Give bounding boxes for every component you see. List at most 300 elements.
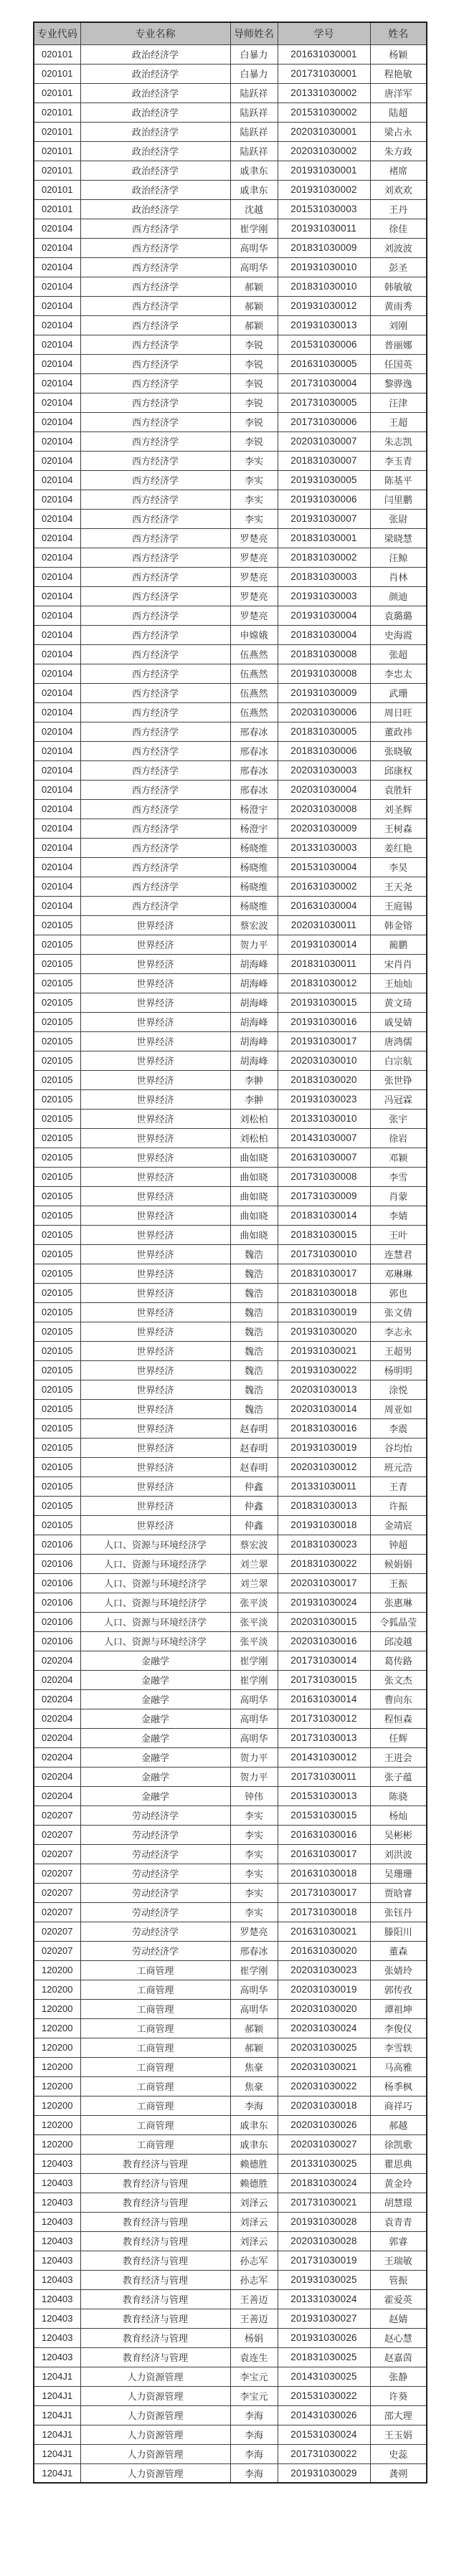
table-row	[34, 2231, 427, 2251]
cell-major-code: 120200	[34, 2018, 80, 2038]
cell-advisor-name: 戚聿东	[230, 2134, 278, 2154]
cell-major-name: 劳动经济学	[80, 1864, 230, 1883]
table-row	[34, 1031, 427, 1051]
cell-student-name: 杨颖	[370, 44, 427, 64]
cell-major-name: 工商管理	[80, 2134, 230, 2154]
cell-major-name: 世界经济	[80, 1244, 230, 1264]
cell-student-id: 201831030004	[278, 625, 370, 644]
cell-major-name: 工商管理	[80, 2057, 230, 2076]
cell-student-id: 201831030009	[278, 238, 370, 257]
cell-major-code: 020104	[34, 470, 80, 490]
cell-student-id: 202031030020	[278, 1999, 370, 2018]
cell-student-id: 202031030023	[278, 1960, 370, 1980]
cell-major-name: 工商管理	[80, 1999, 230, 2018]
table-row	[34, 606, 427, 625]
table-row	[34, 741, 427, 760]
cell-student-id: 201731030006	[278, 412, 370, 431]
cell-major-code: 020207	[34, 1864, 80, 1883]
cell-major-name: 劳动经济学	[80, 1883, 230, 1902]
cell-student-name: 任辉	[370, 1728, 427, 1747]
cell-advisor-name: 袁连生	[230, 2347, 278, 2367]
cell-advisor-name: 李实	[230, 1844, 278, 1864]
cell-advisor-name: 李实	[230, 1902, 278, 1922]
cell-advisor-name: 申嫦娥	[230, 625, 278, 644]
cell-student-id: 202031030015	[278, 1612, 370, 1631]
cell-student-name: 王庭锡	[370, 896, 427, 915]
cell-major-code: 1204J1	[34, 2444, 80, 2463]
cell-advisor-name: 罗楚亮	[230, 548, 278, 567]
cell-major-code: 1204J1	[34, 2386, 80, 2405]
table-row	[34, 1573, 427, 1593]
cell-advisor-name: 陆跃祥	[230, 122, 278, 141]
cell-major-code: 020207	[34, 1941, 80, 1960]
cell-student-id: 202031030028	[278, 2231, 370, 2251]
cell-major-code: 020207	[34, 1844, 80, 1864]
cell-major-code: 020104	[34, 528, 80, 548]
cell-student-name: 任国英	[370, 354, 427, 373]
cell-major-code: 020104	[34, 451, 80, 470]
cell-advisor-name: 李翀	[230, 1089, 278, 1109]
table-row	[34, 780, 427, 799]
table-row	[34, 373, 427, 393]
table-row	[34, 2386, 427, 2405]
table-row	[34, 412, 427, 431]
cell-major-code: 020204	[34, 1747, 80, 1767]
cell-student-name: 李志永	[370, 1322, 427, 1341]
cell-student-name: 龚朔	[370, 2463, 427, 2483]
cell-student-id: 201731030001	[278, 64, 370, 83]
cell-student-name: 梁占永	[370, 122, 427, 141]
cell-major-name: 工商管理	[80, 1960, 230, 1980]
cell-major-code: 020106	[34, 1573, 80, 1593]
cell-advisor-name: 赵春明	[230, 1457, 278, 1477]
cell-advisor-name: 罗楚亮	[230, 1922, 278, 1941]
cell-student-name: 王树森	[370, 819, 427, 838]
cell-student-name: 张世铮	[370, 1070, 427, 1089]
cell-major-name: 教育经济与管理	[80, 2347, 230, 2367]
table-row	[34, 393, 427, 412]
cell-student-id: 201931030003	[278, 586, 370, 606]
cell-advisor-name: 杨晓维	[230, 838, 278, 857]
cell-major-code: 020105	[34, 1457, 80, 1477]
cell-major-code: 1204J1	[34, 2463, 80, 2483]
cell-student-name: 史蕊	[370, 2444, 427, 2463]
table-row	[34, 2134, 427, 2154]
table-row	[34, 1844, 427, 1864]
cell-student-name: 杨季枫	[370, 2076, 427, 2096]
cell-major-code: 020104	[34, 625, 80, 644]
cell-major-name: 工商管理	[80, 2115, 230, 2134]
cell-student-id: 201831030023	[278, 1535, 370, 1554]
cell-major-code: 020104	[34, 315, 80, 335]
cell-student-name: 霍爱英	[370, 2289, 427, 2309]
table-row	[34, 1515, 427, 1535]
cell-major-code: 020105	[34, 1206, 80, 1225]
cell-student-name: 王天尧	[370, 877, 427, 896]
cell-advisor-name: 魏浩	[230, 1264, 278, 1283]
cell-advisor-name: 曲如晓	[230, 1186, 278, 1206]
cell-major-name: 世界经济	[80, 915, 230, 935]
table-row	[34, 954, 427, 973]
cell-major-code: 020104	[34, 548, 80, 567]
cell-student-name: 李雪轶	[370, 2038, 427, 2057]
cell-student-id: 202031030010	[278, 1051, 370, 1070]
cell-major-code: 120403	[34, 2328, 80, 2347]
cell-major-code: 020204	[34, 1689, 80, 1709]
table-row	[34, 838, 427, 857]
table-row	[34, 973, 427, 993]
cell-major-code: 020104	[34, 335, 80, 354]
cell-major-code: 020105	[34, 1496, 80, 1515]
cell-student-name: 刘圣辉	[370, 799, 427, 819]
cell-advisor-name: 罗楚亮	[230, 606, 278, 625]
table-row	[34, 335, 427, 354]
cell-advisor-name: 张平淡	[230, 1631, 278, 1651]
cell-major-code: 120403	[34, 2309, 80, 2328]
header-cell: 专业名称	[80, 22, 230, 44]
cell-major-name: 西方经济学	[80, 296, 230, 315]
cell-student-name: 颜迪	[370, 586, 427, 606]
cell-major-name: 西方经济学	[80, 819, 230, 838]
cell-advisor-name: 刘泽云	[230, 2231, 278, 2251]
cell-student-id: 201331030024	[278, 2289, 370, 2309]
table-row	[34, 161, 427, 180]
cell-student-id: 201931030020	[278, 1322, 370, 1341]
cell-student-name: 谭祖坤	[370, 1999, 427, 2018]
cell-major-code: 020207	[34, 1883, 80, 1902]
cell-advisor-name: 高明华	[230, 1980, 278, 1999]
cell-major-code: 020104	[34, 509, 80, 528]
cell-major-code: 020105	[34, 954, 80, 973]
cell-student-name: 赵心慧	[370, 2328, 427, 2347]
cell-student-id: 201631030001	[278, 44, 370, 64]
table-row	[34, 257, 427, 277]
cell-major-code: 020105	[34, 1477, 80, 1496]
cell-major-name: 西方经济学	[80, 528, 230, 548]
table-row	[34, 470, 427, 490]
cell-major-name: 西方经济学	[80, 509, 230, 528]
cell-student-id: 201631030004	[278, 896, 370, 915]
cell-major-code: 020104	[34, 896, 80, 915]
cell-major-code: 020106	[34, 1535, 80, 1554]
cell-student-id: 201831030025	[278, 2347, 370, 2367]
cell-major-code: 020104	[34, 760, 80, 780]
cell-student-id: 201931030007	[278, 509, 370, 528]
cell-major-name: 世界经济	[80, 1206, 230, 1225]
cell-major-code: 020104	[34, 741, 80, 760]
cell-student-id: 201431030012	[278, 1747, 370, 1767]
cell-student-name: 张宇	[370, 1109, 427, 1128]
cell-student-name: 汪津	[370, 393, 427, 412]
cell-student-id: 202031030021	[278, 2057, 370, 2076]
cell-major-code: 020104	[34, 490, 80, 509]
cell-student-name: 王超男	[370, 1341, 427, 1360]
table-row	[34, 799, 427, 819]
cell-major-code: 020104	[34, 722, 80, 741]
cell-major-name: 世界经济	[80, 935, 230, 954]
cell-student-id: 201731030019	[278, 2251, 370, 2270]
cell-major-name: 金融学	[80, 1728, 230, 1747]
cell-major-code: 020104	[34, 644, 80, 664]
cell-student-id: 201831030006	[278, 741, 370, 760]
table-row	[34, 2309, 427, 2328]
table-row	[34, 2154, 427, 2173]
cell-major-name: 世界经济	[80, 1360, 230, 1380]
cell-student-id: 201731030013	[278, 1728, 370, 1747]
cell-major-name: 人力资源管理	[80, 2367, 230, 2386]
table-row	[34, 2212, 427, 2231]
cell-advisor-name: 魏浩	[230, 1244, 278, 1264]
cell-student-name: 瞿思典	[370, 2154, 427, 2173]
cell-student-id: 201631030002	[278, 877, 370, 896]
cell-student-id: 201631030016	[278, 1825, 370, 1844]
cell-advisor-name: 王善迈	[230, 2289, 278, 2309]
cell-student-id: 201831030001	[278, 528, 370, 548]
cell-student-id: 201931030009	[278, 683, 370, 702]
cell-student-name: 袁青青	[370, 2212, 427, 2231]
cell-major-code: 020207	[34, 1902, 80, 1922]
cell-major-code: 020104	[34, 838, 80, 857]
cell-student-id: 201731030018	[278, 1902, 370, 1922]
cell-student-id: 201431030007	[278, 1128, 370, 1148]
cell-advisor-name: 刘松柏	[230, 1109, 278, 1128]
cell-student-id: 201831030002	[278, 548, 370, 567]
cell-major-name: 西方经济学	[80, 354, 230, 373]
cell-major-code: 120200	[34, 2076, 80, 2096]
cell-student-id: 202031030025	[278, 2038, 370, 2057]
cell-advisor-name: 曲如晓	[230, 1206, 278, 1225]
cell-major-name: 世界经济	[80, 954, 230, 973]
cell-major-name: 世界经济	[80, 1031, 230, 1051]
cell-major-name: 政治经济学	[80, 64, 230, 83]
cell-major-name: 教育经济与管理	[80, 2309, 230, 2328]
table-row	[34, 896, 427, 915]
table-row	[34, 567, 427, 586]
cell-major-code: 020104	[34, 819, 80, 838]
cell-student-id: 201831030012	[278, 973, 370, 993]
cell-major-code: 120200	[34, 1980, 80, 1999]
cell-major-code: 020105	[34, 1264, 80, 1283]
cell-advisor-name: 崔学刚	[230, 219, 278, 238]
cell-student-id: 201831030020	[278, 1070, 370, 1089]
table-row	[34, 1535, 427, 1554]
table-row	[34, 141, 427, 161]
cell-advisor-name: 仲鑫	[230, 1496, 278, 1515]
cell-student-id: 201931030019	[278, 1438, 370, 1457]
cell-advisor-name: 高明华	[230, 1728, 278, 1747]
cell-major-name: 世界经济	[80, 1380, 230, 1399]
cell-student-id: 201631030007	[278, 1148, 370, 1167]
cell-major-name: 政治经济学	[80, 83, 230, 102]
table-row	[34, 1999, 427, 2018]
table-row	[34, 2251, 427, 2270]
cell-student-name: 周亚如	[370, 1399, 427, 1418]
cell-advisor-name: 仲鑫	[230, 1477, 278, 1496]
cell-student-id: 201631030021	[278, 1922, 370, 1941]
cell-student-name: 郝越	[370, 2115, 427, 2134]
cell-major-name: 金融学	[80, 1709, 230, 1728]
cell-major-code: 020105	[34, 1438, 80, 1457]
cell-major-code: 020204	[34, 1728, 80, 1747]
cell-major-code: 020101	[34, 180, 80, 199]
cell-student-name: 李玉青	[370, 451, 427, 470]
cell-major-code: 020207	[34, 1922, 80, 1941]
table-row	[34, 935, 427, 954]
table-row	[34, 2289, 427, 2309]
cell-major-name: 人口、资源与环境经济学	[80, 1612, 230, 1631]
cell-major-name: 世界经济	[80, 1477, 230, 1496]
table-row	[34, 1167, 427, 1186]
table-row	[34, 277, 427, 296]
cell-student-name: 滕阳川	[370, 1922, 427, 1941]
cell-major-code: 020106	[34, 1631, 80, 1651]
cell-major-code: 020105	[34, 1244, 80, 1264]
cell-major-name: 政治经济学	[80, 102, 230, 122]
cell-advisor-name: 仲鑫	[230, 1515, 278, 1535]
cell-student-name: 梁晓慧	[370, 528, 427, 548]
cell-major-name: 西方经济学	[80, 722, 230, 741]
cell-student-name: 郭传孜	[370, 1980, 427, 1999]
cell-student-name: 张晓敏	[370, 741, 427, 760]
table-row	[34, 1418, 427, 1438]
cell-student-name: 连慧君	[370, 1244, 427, 1264]
cell-student-name: 赵婧	[370, 2309, 427, 2328]
cell-major-code: 020207	[34, 1805, 80, 1825]
cell-student-name: 曹向东	[370, 1689, 427, 1709]
cell-advisor-name: 胡海峰	[230, 1051, 278, 1070]
cell-student-id: 201931030015	[278, 993, 370, 1012]
cell-advisor-name: 魏浩	[230, 1302, 278, 1322]
cell-student-name: 吴彬彬	[370, 1825, 427, 1844]
cell-student-name: 赵嘉茵	[370, 2347, 427, 2367]
cell-major-name: 政治经济学	[80, 141, 230, 161]
cell-advisor-name: 赖德胜	[230, 2173, 278, 2193]
table-row	[34, 1264, 427, 1283]
cell-major-name: 西方经济学	[80, 567, 230, 586]
cell-student-name: 李震	[370, 1418, 427, 1438]
cell-student-name: 王丹	[370, 199, 427, 219]
cell-advisor-name: 邢春冰	[230, 722, 278, 741]
cell-advisor-name: 魏浩	[230, 1341, 278, 1360]
cell-student-id: 201631030005	[278, 354, 370, 373]
cell-student-name: 管振	[370, 2270, 427, 2289]
cell-advisor-name: 戚聿东	[230, 161, 278, 180]
table-row	[34, 683, 427, 702]
cell-advisor-name: 郝颖	[230, 2018, 278, 2038]
cell-major-name: 世界经济	[80, 1148, 230, 1167]
cell-advisor-name: 魏浩	[230, 1360, 278, 1380]
cell-major-name: 劳动经济学	[80, 1825, 230, 1844]
cell-student-name: 谷均怡	[370, 1438, 427, 1457]
cell-student-id: 201931030028	[278, 2212, 370, 2231]
cell-student-id: 201731030005	[278, 393, 370, 412]
cell-student-name: 黄雨秀	[370, 296, 427, 315]
cell-student-name: 程恒森	[370, 1709, 427, 1728]
cell-advisor-name: 刘泽云	[230, 2193, 278, 2212]
cell-student-id: 202031030001	[278, 122, 370, 141]
cell-major-code: 020104	[34, 780, 80, 799]
table-row	[34, 1341, 427, 1360]
cell-advisor-name: 高明华	[230, 1709, 278, 1728]
cell-student-name: 徐凯歌	[370, 2134, 427, 2154]
cell-student-id: 201931030004	[278, 606, 370, 625]
cell-student-id: 201531030024	[278, 2425, 370, 2444]
cell-advisor-name: 罗楚亮	[230, 528, 278, 548]
cell-student-name: 唐洋军	[370, 83, 427, 102]
cell-major-code: 020106	[34, 1612, 80, 1631]
cell-advisor-name: 刘兰翠	[230, 1573, 278, 1593]
cell-major-code: 020106	[34, 1593, 80, 1612]
cell-student-id: 201531030004	[278, 857, 370, 877]
cell-major-code: 020105	[34, 1070, 80, 1089]
cell-student-id: 201431030026	[278, 2405, 370, 2425]
table-row	[34, 1360, 427, 1380]
cell-student-name: 刘洪波	[370, 1844, 427, 1864]
cell-student-id: 201331030003	[278, 838, 370, 857]
cell-student-id: 201831030024	[278, 2173, 370, 2193]
cell-student-name: 肖蒙	[370, 1186, 427, 1206]
cell-major-name: 西方经济学	[80, 780, 230, 799]
cell-major-code: 120200	[34, 1999, 80, 2018]
cell-advisor-name: 杨晓维	[230, 896, 278, 915]
cell-major-name: 西方经济学	[80, 838, 230, 857]
cell-student-name: 班元浩	[370, 1457, 427, 1477]
cell-major-code: 020101	[34, 64, 80, 83]
cell-student-name: 杨灿	[370, 1805, 427, 1825]
cell-major-name: 人力资源管理	[80, 2405, 230, 2425]
cell-major-name: 西方经济学	[80, 586, 230, 606]
cell-advisor-name: 王善迈	[230, 2309, 278, 2328]
cell-student-name: 马高雅	[370, 2057, 427, 2076]
cell-major-code: 020104	[34, 857, 80, 877]
cell-student-name: 涂悦	[370, 1380, 427, 1399]
table-row	[34, 431, 427, 451]
cell-student-id: 202031030026	[278, 2115, 370, 2134]
table-row	[34, 2018, 427, 2038]
cell-advisor-name: 张平淡	[230, 1593, 278, 1612]
table-row	[34, 199, 427, 219]
cell-major-code: 020101	[34, 161, 80, 180]
cell-student-id: 201831030016	[278, 1418, 370, 1438]
cell-student-id: 201931030006	[278, 490, 370, 509]
cell-major-code: 020105	[34, 1380, 80, 1399]
cell-major-code: 1204J1	[34, 2425, 80, 2444]
cell-advisor-name: 李实	[230, 470, 278, 490]
cell-major-code: 020105	[34, 1012, 80, 1031]
cell-advisor-name: 杨澄宇	[230, 819, 278, 838]
cell-advisor-name: 魏浩	[230, 1322, 278, 1341]
table-row	[34, 1825, 427, 1844]
cell-major-name: 政治经济学	[80, 180, 230, 199]
cell-advisor-name: 魏浩	[230, 1283, 278, 1302]
cell-advisor-name: 高明华	[230, 257, 278, 277]
cell-major-code: 1204J1	[34, 2367, 80, 2386]
header-cell: 姓名	[370, 22, 427, 44]
cell-student-name: 张子蕴	[370, 1767, 427, 1786]
cell-student-name: 张文倩	[370, 1302, 427, 1322]
cell-major-name: 西方经济学	[80, 877, 230, 896]
cell-major-name: 世界经济	[80, 973, 230, 993]
cell-major-code: 020101	[34, 141, 80, 161]
cell-major-name: 教育经济与管理	[80, 2289, 230, 2309]
table-row	[34, 2367, 427, 2386]
table-row	[34, 102, 427, 122]
cell-student-name: 肖林	[370, 567, 427, 586]
table-row	[34, 1109, 427, 1128]
table-row	[34, 1651, 427, 1670]
cell-advisor-name: 杨晓维	[230, 857, 278, 877]
cell-advisor-name: 孙志军	[230, 2270, 278, 2289]
